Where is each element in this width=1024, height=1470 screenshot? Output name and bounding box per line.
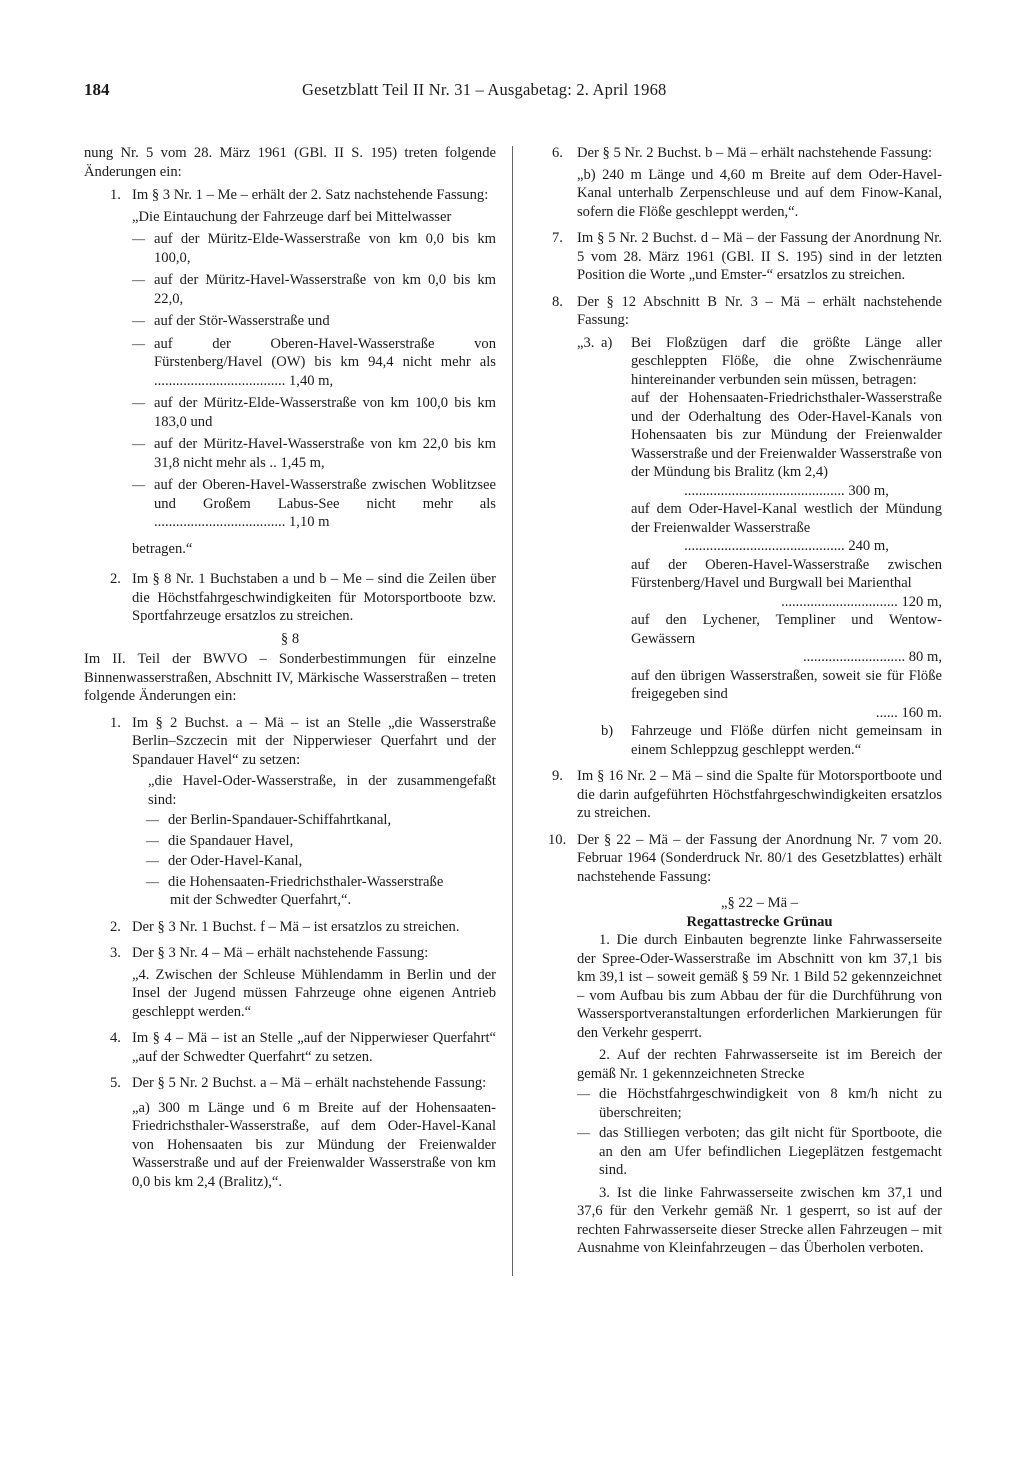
dash-item: — auf der Müritz-Havel-Wasserstraße von km 22,0 bis km 31,8 nicht mehr als .. 1,45 m, [132, 435, 496, 472]
subclause-text: Fahrzeuge und Flöße dürfen nicht gemeinsam in einem Schleppzug geschleppt werden.“ [631, 723, 942, 758]
letter-label: a) [601, 334, 613, 351]
item-number: 3. [110, 945, 121, 961]
dash-item: — auf der Oberen-Havel-Wasserstraße zwischen Woblitzsee und Großem Labus-See nicht mehr als .................................... 1,10 m [132, 476, 496, 532]
dash-item: — auf der Müritz-Elde-Wasserstraße von km 0,0 bis km 100,0, [132, 230, 496, 267]
dash-item: — auf der Stör-Wasserstraße und [132, 312, 496, 331]
running-title: Gesetzblatt Teil II Nr. 31 – Ausgabetag: 2. April 1968 [302, 80, 667, 99]
item-number: 8. [552, 293, 563, 310]
item-quote: „a) 300 m Länge und 6 m Breite auf der Hohensaaten-Friedrichsthaler-Wasserstraße, auf dem Oder-Havel-Kanal von Hohensaaten bis zur Mündung der Freienwalder Wasserstraße und auf der Freienwalder Wasserstraße von km 0,0 bis km 2,4 (Bralitz),“. [132, 1099, 496, 1190]
item-text: Der § 3 Nr. 4 – Mä – erhält nachstehende Fassung: [132, 945, 429, 961]
paragraph-clause-1: 1. Die durch Einbauten begrenzte linke Fahrwasserseite der Spree-Oder-Wasserstraße im Abschnitt von km 37,1 bis km 39,1 ist – soweit gemäß § 59 Nr. 1 Bild 52 gekennzeichnet – vom Aufbau bis zum Abbau der für die Durchführung von Wassersportveranstaltungen erforderlichen Markierungen für den Verkehr gesperrt. [577, 932, 942, 1041]
item-number: 7. [552, 230, 563, 246]
quote-label: „3. [577, 334, 595, 351]
amendment-item-s10 [548, 831, 942, 887]
subclause-text: Bei Floßzügen darf die größte Länge aller geschleppten Flöße, die ohne Zwischenräume hintereinander verbunden sein müssen, betragen: [631, 334, 942, 388]
dash-item: — die Höchstfahrgeschwindigkeit von 8 km/h nicht zu überschreiten; [577, 1085, 942, 1122]
item-text: Im § 8 Nr. 1 Buchstaben a und b – Me – sind die Zeilen über die Höchstfahrgeschwindigkeiten für Motorsportboote bzw. Sportfahrzeuge ersatzlos zu streichen. [132, 571, 496, 624]
paragraph-title: Regattastrecke Grünau [686, 913, 833, 930]
entry-text: auf den übrigen Wasserstraßen, soweit sie für Flöße freigegeben sind [631, 667, 942, 702]
amendment-item-s6 [552, 144, 942, 221]
amendment-item-s8 [552, 293, 942, 760]
paragraph-body [552, 931, 942, 1258]
length-entry [577, 389, 942, 500]
page-number: 184 [84, 80, 110, 99]
column-divider [512, 146, 513, 1276]
item-tail: mit der Schwedter Querfahrt,“. [170, 892, 352, 908]
item-number: 9. [552, 768, 563, 784]
item-quote: „die Havel-Oder-Wasserstraße, in der zusammengefaßt sind: [148, 773, 496, 808]
intro-text: nung Nr. 5 vom 28. März 1961 (GBl. II S. 195) treten folgende Änderungen ein: [84, 145, 496, 180]
entry-value: ............................................ 240 m, [684, 538, 889, 554]
entry-text: auf der Hohensaaten-Friedrichsthaler-Wasserstraße und der Oderhaltung des Oder-Havel-Kanals von Hohensaaten bis zur Mündung der Freienwalder Wasserstraße und der Freienwalder Wasserstraße von der Mündung bis Bralitz (km 2,4) [631, 390, 942, 480]
amendment-item-2 [84, 570, 496, 626]
section-heading: § 8 [280, 630, 300, 647]
letter-label: b) [601, 723, 614, 739]
item-number: 4. [110, 1030, 121, 1046]
item-text: Im § 2 Buchst. a – Mä – ist an Stelle „die Wasserstraße Berlin–Szczecin mit der Nipperwieser Querfahrt und der Spandauer Havel“ zu setzen: [132, 714, 496, 768]
dash-item: — die Spandauer Havel, [146, 832, 496, 851]
item-quote: „Die Eintauchung der Fahrzeuge darf bei Mittelwasser [132, 208, 452, 225]
item-text: Der § 12 Abschnitt B Nr. 3 – Mä – erhält nachstehende Fassung: [577, 293, 942, 328]
left-column [84, 144, 496, 1191]
length-entry [577, 667, 942, 723]
amendment-item-s7 [552, 229, 942, 285]
item-text: Der § 3 Nr. 1 Buchst. f – Mä – ist ersatzlos zu streichen. [132, 918, 460, 935]
dash-item: — der Oder-Havel-Kanal, [146, 852, 496, 871]
paragraph-clause-2: 2. Auf der rechten Fahrwasserseite ist im Bereich der gemäß Nr. 1 gekennzeichneten Strecke [577, 1047, 942, 1082]
item-text: Der § 5 Nr. 2 Buchst. a – Mä – erhält nachstehende Fassung: [132, 1075, 487, 1091]
amendment-item-1 [84, 186, 496, 558]
amendment-item-s4 [84, 1029, 496, 1066]
dash-item: — der Berlin-Spandauer-Schiffahrtkanal, [146, 811, 496, 830]
item-text: Der § 22 – Mä – der Fassung der Anordnung Nr. 7 vom 20. Februar 1964 (Sonderdruck Nr. 80/1 des Gesetzblattes) erhält nachstehende Fassung: [577, 831, 942, 885]
item-number: 2. [110, 571, 121, 587]
right-column [548, 144, 942, 1258]
item-text: Der § 5 Nr. 2 Buchst. b – Mä – erhält nachstehende Fassung: [577, 145, 933, 161]
item-number: 2. [110, 918, 121, 935]
length-entry [577, 500, 942, 556]
dash-item: — auf der Müritz-Havel-Wasserstraße von km 0,0 bis km 22,0, [132, 271, 496, 308]
dash-item: — die Hohensaaten-Friedrichsthaler-Wasserstraße [146, 873, 496, 892]
item-number: 6. [552, 145, 563, 161]
item-text: Im § 3 Nr. 1 – Me – erhält der 2. Satz nachstehende Fassung: [132, 187, 489, 203]
dash-item: — auf der Müritz-Elde-Wasserstraße von km 100,0 bis km 183,0 und [132, 394, 496, 431]
entry-value: ...... 160 m. [875, 704, 942, 721]
item-end: betragen.“ [132, 540, 193, 557]
dash-list [132, 230, 496, 532]
item-text: Im § 4 – Mä – ist an Stelle „auf der Nipperwieser Querfahrt“ „auf der Schwedter Querfahrt“ zu setzen. [132, 1030, 496, 1065]
item-number: 10. [548, 831, 567, 848]
subclause-b [577, 722, 942, 759]
paragraph-clause-3: 3. Ist die linke Fahrwasserseite zwischen km 37,1 und 37,6 für den Verkehr gemäß Nr. 1 gesperrt, so ist auf der rechten Fahrwasserseite dieser Strecke allen Fahrzeugen – mit Ausnahme von Kleinfahrzeugen – das Überholen verboten. [577, 1184, 942, 1256]
subclause-a [577, 334, 942, 390]
entry-text: auf der Oberen-Havel-Wasserstraße zwischen Fürstenberg/Havel und Burgwall bei Marienthal [631, 556, 942, 591]
entry-value: ............................................ 300 m, [684, 482, 889, 499]
entry-text: auf dem Oder-Havel-Kanal westlich der Mündung der Freienwalder Wasserstraße [631, 501, 942, 536]
entry-value: ................................ 120 m, [781, 593, 942, 610]
amendment-item-s5 [84, 1074, 496, 1191]
entry-value: ............................ 80 m, [802, 649, 942, 665]
item-number: 1. [110, 714, 121, 731]
item-text: Im § 16 Nr. 2 – Mä – sind die Spalte für Motorsportboote und die darin aufgeführten Höchstfahrgeschwindigkeiten ersatzlos zu streichen. [577, 768, 942, 821]
page-header [84, 80, 944, 104]
paragraph-mark: „§ 22 – Mä – [720, 895, 798, 911]
dash-item: — das Stilliegen verboten; das gilt nicht für Sportboote, die an den am Ufer befindlichen Liegeplätzen festgemacht sind. [577, 1124, 942, 1180]
dash-list [132, 811, 496, 891]
section-intro: Im II. Teil der BWVO – Sonderbestimmungen für einzelne Binnenwasserstraßen, Abschnitt IV, Märkische Wasserstraßen – treten folgende Änderungen ein: [84, 651, 496, 704]
length-entry [577, 611, 942, 667]
amendment-item-s2 [84, 918, 496, 937]
item-number: 1. [110, 187, 121, 203]
amendment-item-s9 [552, 767, 942, 823]
dash-item: — auf der Oberen-Havel-Wasserstraße von Fürstenberg/Havel (OW) bis km 94,4 nicht mehr als .................................... 1,40 m, [132, 335, 496, 391]
length-entry [577, 556, 942, 612]
item-quote: „4. Zwischen der Schleuse Mühlendamm in Berlin und der Insel der Jugend müssen Fahrzeuge ohne eigenen Antrieb geschleppt werden.“ [132, 966, 496, 1020]
entry-text: auf den Lychener, Templiner und Wentow-Gewässern [631, 612, 942, 647]
item-text: Im § 5 Nr. 2 Buchst. d – Mä – der Fassung der Anordnung Nr. 5 vom 28. März 1961 (GBl. II S. 195) sind in der letzten Position die Worte „und Emster-“ ersatzlos zu streichen. [577, 230, 942, 283]
amendment-item-s3 [84, 944, 496, 1021]
item-number: 5. [110, 1075, 121, 1091]
item-quote: „b) 240 m Länge und 4,60 m Breite auf dem Oder-Havel-Kanal unterhalb Zerpenschleuse und auf dem Finow-Kanal, sofern die Flöße geschleppt werden,“. [577, 166, 942, 220]
amendment-item-s1 [84, 714, 496, 910]
